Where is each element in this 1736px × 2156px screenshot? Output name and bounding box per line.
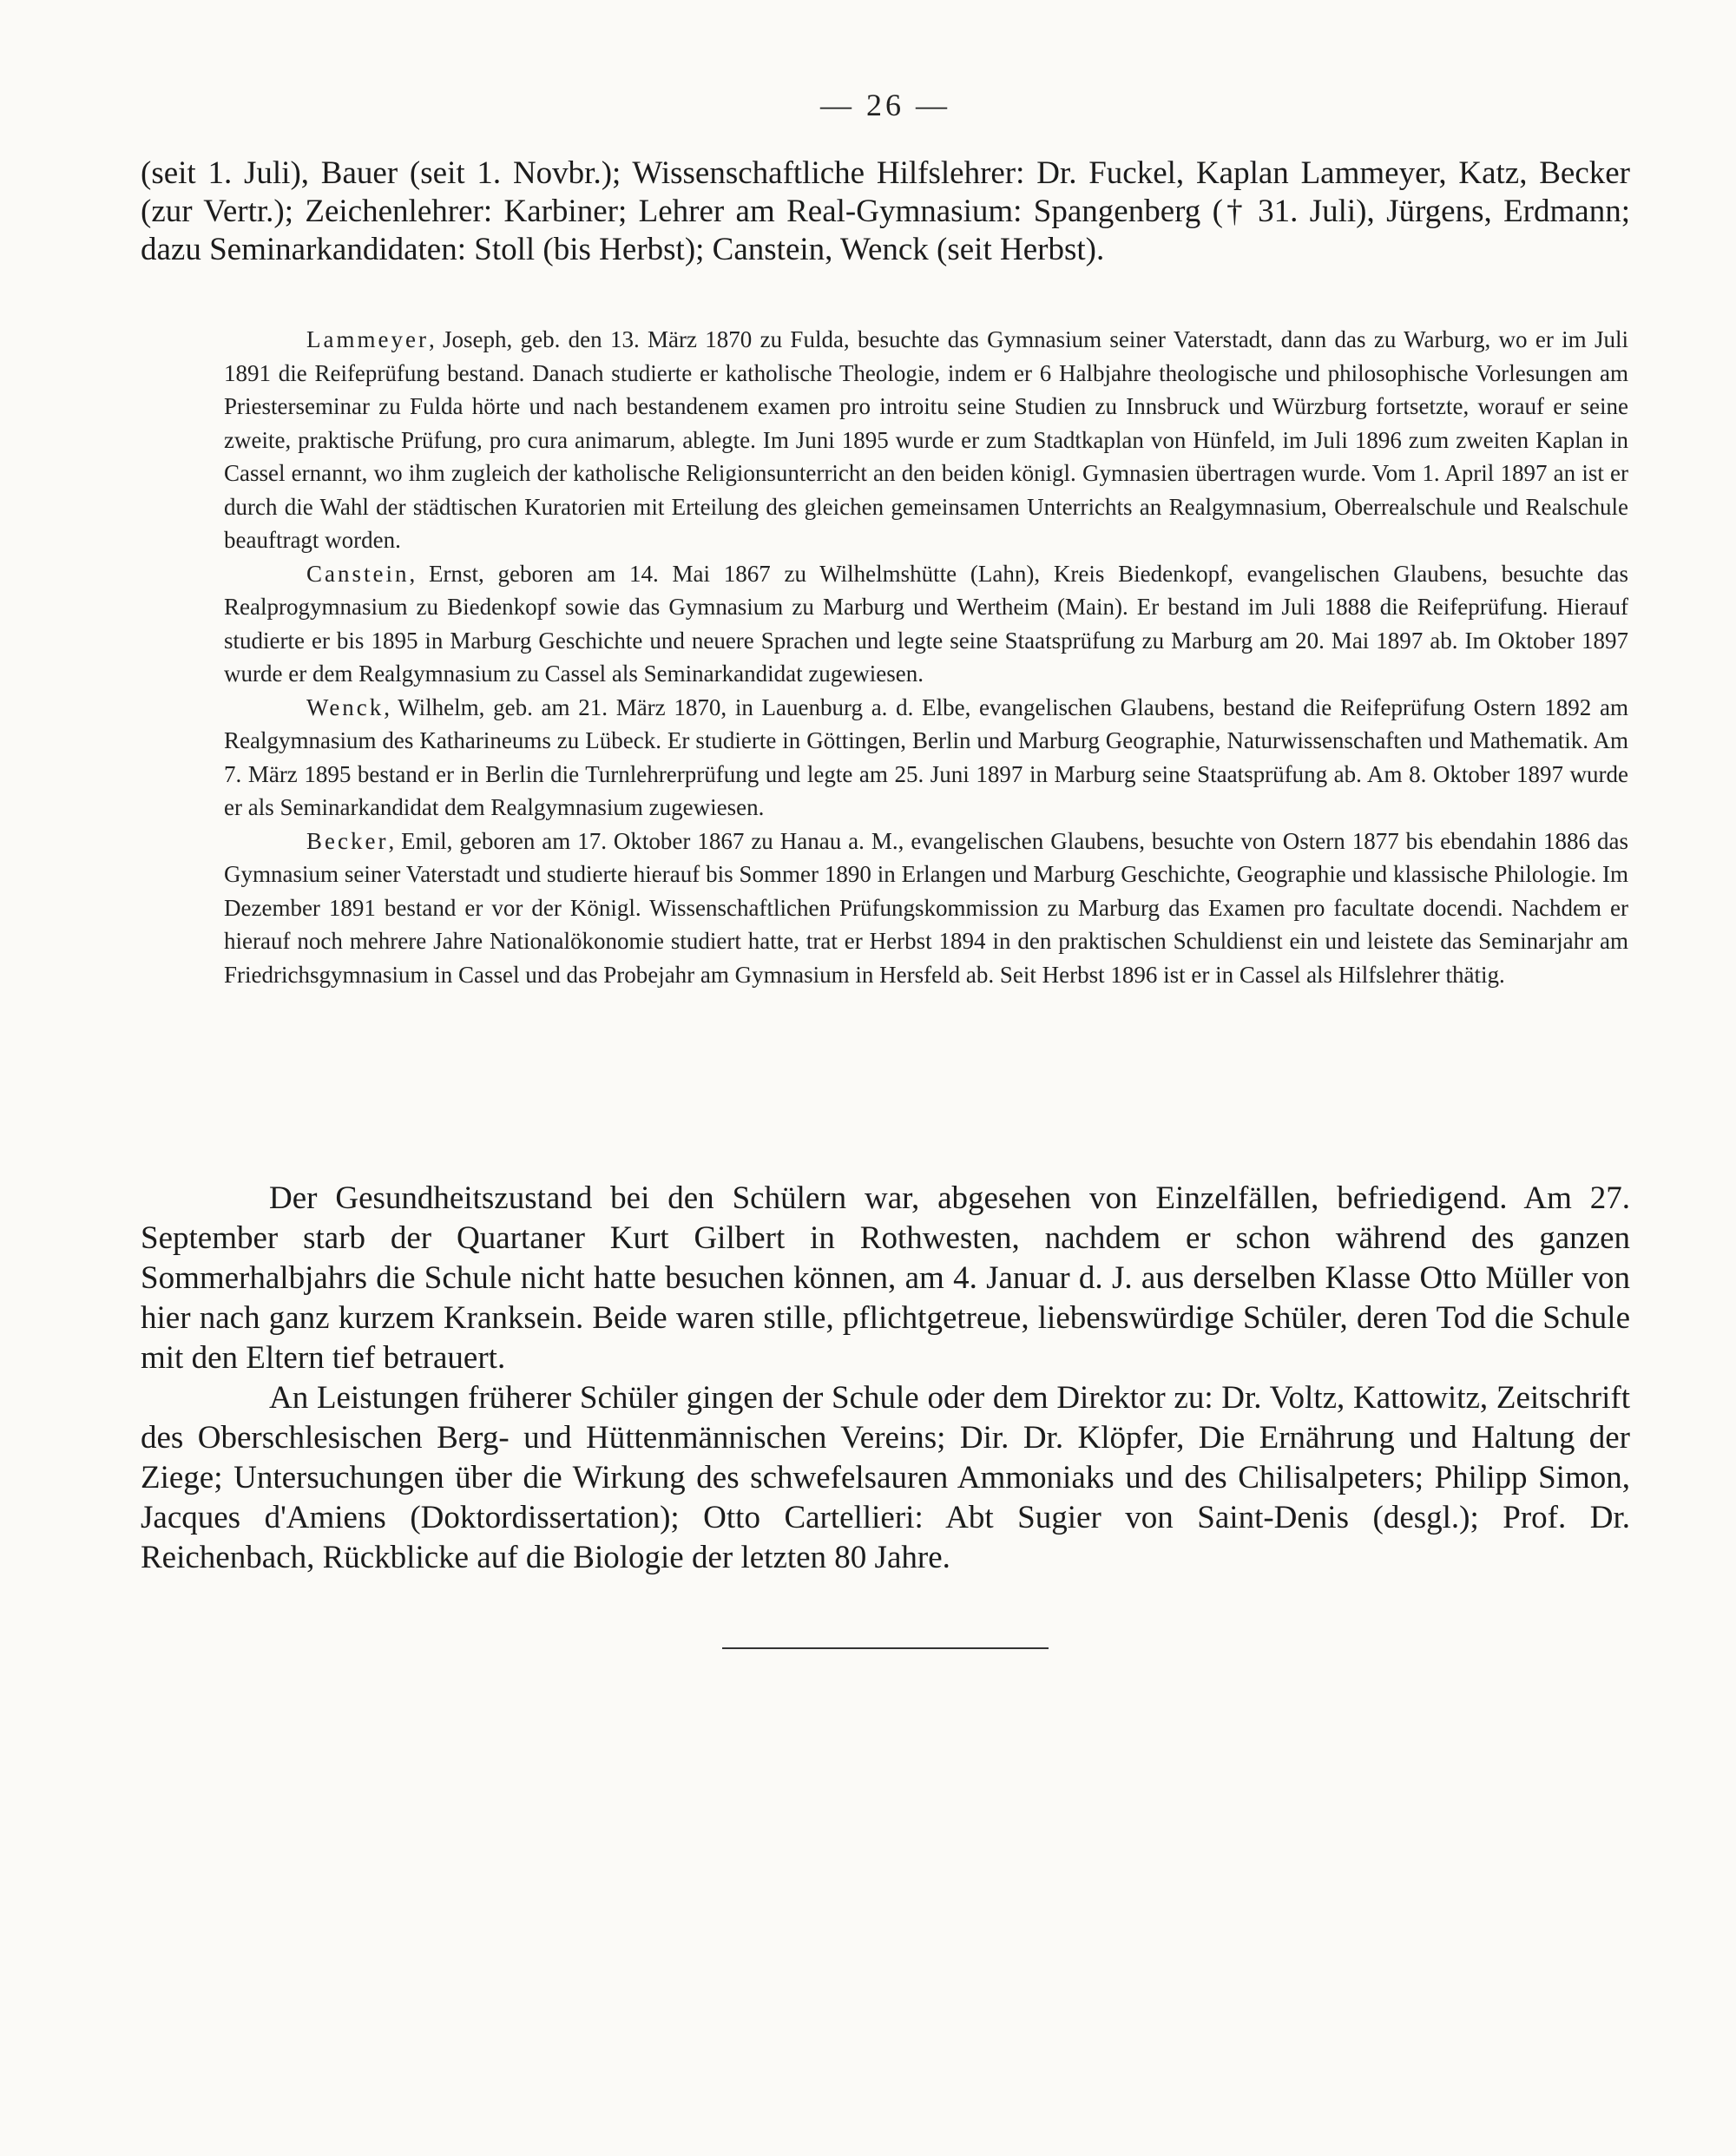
staff-list-continuation: (seit 1. Juli), Bauer (seit 1. Novbr.); Wissenschaftliche Hilfslehrer: Dr. Fuckel, Kaplan Lammeyer, Katz, Becker (zur Vertr.); Zeichenlehrer: Karbiner; Lehrer am Real-Gymnasium: Spangenberg († 31. Juli), Jürgens, Erdmann; dazu Seminarkandidaten: Stoll (bis Herbst); Canstein, Wenck (seit Herbst).: [141, 155, 1630, 267]
biographies-section: [224, 323, 1628, 991]
alumni-works-paragraph: An Leistungen früherer Schüler gingen der Schule oder dem Direktor zu: Dr. Voltz, Kattowitz, Zeitschrift des Oberschlesischen Berg- und Hüttenmännischen Vereins; Dir. Dr. Klöpfer, Die Ernährung und Haltung der Ziege; Untersuchungen über die Wirkung des schwefelsauren Ammoniaks und des Chilisalpeters; Philipp Simon, Jacques d'Amiens (Doktordissertation); Otto Cartellieri: Abt Sugier von Saint-Denis (desgl.); Prof. Dr. Reichenbach, Rückblicke auf die Biologie der letzten 80 Jahre.: [141, 1380, 1630, 1575]
bio-text: , Ernst, geboren am 14. Mai 1867 zu Wilhelmshütte (Lahn), Kreis Biedenkopf, evangelischen Glaubens, besuchte das Realprogymnasium zu Biedenkopf sowie das Gymnasium zu Marburg und Wertheim (Main). Er bestand im Juli 1888 die Reifeprüfung. Hierauf studierte er bis 1895 in Marburg Geschichte und neuere Sprachen und legte seine Staatsprüfung zu Marburg am 20. Mai 1897 ab. Im Oktober 1897 wurde er dem Realgymnasium zu Cassel als Seminarkandidat zugewiesen.: [224, 560, 1628, 687]
closing-section: [141, 1179, 1630, 1578]
bio-name: Wenck: [306, 693, 385, 720]
bio-text: , Emil, geboren am 17. Oktober 1867 zu Hanau a. M., evangelischen Glaubens, besuchte von Ostern 1877 bis ebendahin 1886 das Gymnasium seiner Vaterstadt und studierte hierauf bis Sommer 1890 in Erlangen und Marburg Geschichte, Geographie und klassische Philologie. Im Dezember 1891 bestand er vor der Königl. Wissenschaftlichen Prüfungskommission zu Marburg das Examen pro facultate docendi. Nachdem er hierauf noch mehrere Jahre Nationalökonomie studiert hatte, trat er Herbst 1894 in den praktischen Schuldienst ein und leistete das Seminarjahr am Friedrichsgymnasium in Cassel und das Probejahr am Gymnasium in Hersfeld ab. Seit Herbst 1896 ist er in Cassel als Hilfslehrer thätig.: [224, 827, 1628, 988]
bio-name: Lammeyer: [306, 326, 429, 352]
biography-canstein: [224, 557, 1628, 691]
health-paragraph: Der Gesundheitszustand bei den Schülern war, abgesehen von Einzelfällen, befriedigend. Am 27. September starb der Quartaner Kurt Gilbert in Rothwesten, nachdem er schon während des ganzen Sommerhalbjahrs die Schule nicht hatte besuchen können, am 4. Januar d. J. aus derselben Klasse Otto Müller von hier nach ganz kurzem Kranksein. Beide waren stille, pflichtgetreue, liebenswürdige Schüler, deren Tod die Schule mit den Eltern tief betrauert.: [141, 1180, 1630, 1376]
biography-becker: [224, 825, 1628, 992]
bio-text: , Joseph, geb. den 13. März 1870 zu Fulda, besuchte das Gymnasium seiner Vaterstadt, dann das zu Warburg, wo er im Juli 1891 die Reifeprüfung bestand. Danach studierte er katholische Theologie, indem er 6 Halbjahre theologische und philosophische Vorlesungen am Priesterseminar zu Fulda hörte und nach bestandenem examen pro introitu seine Studien zu Innsbruck und Würzburg fortsetzte, worauf er seine zweite, praktische Prüfung, pro cura animarum, ablegte. Im Juni 1895 wurde er zum Stadtkaplan von Hünfeld, im Juli 1896 zum zweiten Kaplan in Cassel ernannt, wo ihm zugleich der katholische Religionsunterricht an den beiden königl. Gymnasien übertragen wurde. Vom 1. April 1897 an ist er durch die Wahl der städtischen Kuratorien mit Erteilung des gleichen gemeinsamen Unterrichts an Realgymnasium, Oberrealschule und Realschule beauftragt worden.: [224, 326, 1628, 553]
biography-wenck: [224, 691, 1628, 825]
biography-lammeyer: [224, 323, 1628, 557]
page-number: — 26 —: [820, 88, 950, 122]
bio-name: Canstein: [306, 560, 410, 587]
bio-text: , Wilhelm, geb. am 21. März 1870, in Lauenburg a. d. Elbe, evangelischen Glaubens, bestand die Reifeprüfung Ostern 1892 am Realgymnasium des Katharineums zu Lübeck. Er studierte in Göttingen, Berlin und Marburg Geographie, Naturwissenschaften und Mathematik. Am 7. März 1895 bestand er in Berlin die Turnlehrerprüfung und legte am 25. Juni 1897 in Marburg seine Staatsprüfung ab. Am 8. Oktober 1897 wurde er als Seminarkandidat dem Realgymnasium zugewiesen.: [224, 693, 1628, 820]
section-divider: [722, 1647, 1049, 1649]
bio-name: Becker: [306, 827, 389, 854]
